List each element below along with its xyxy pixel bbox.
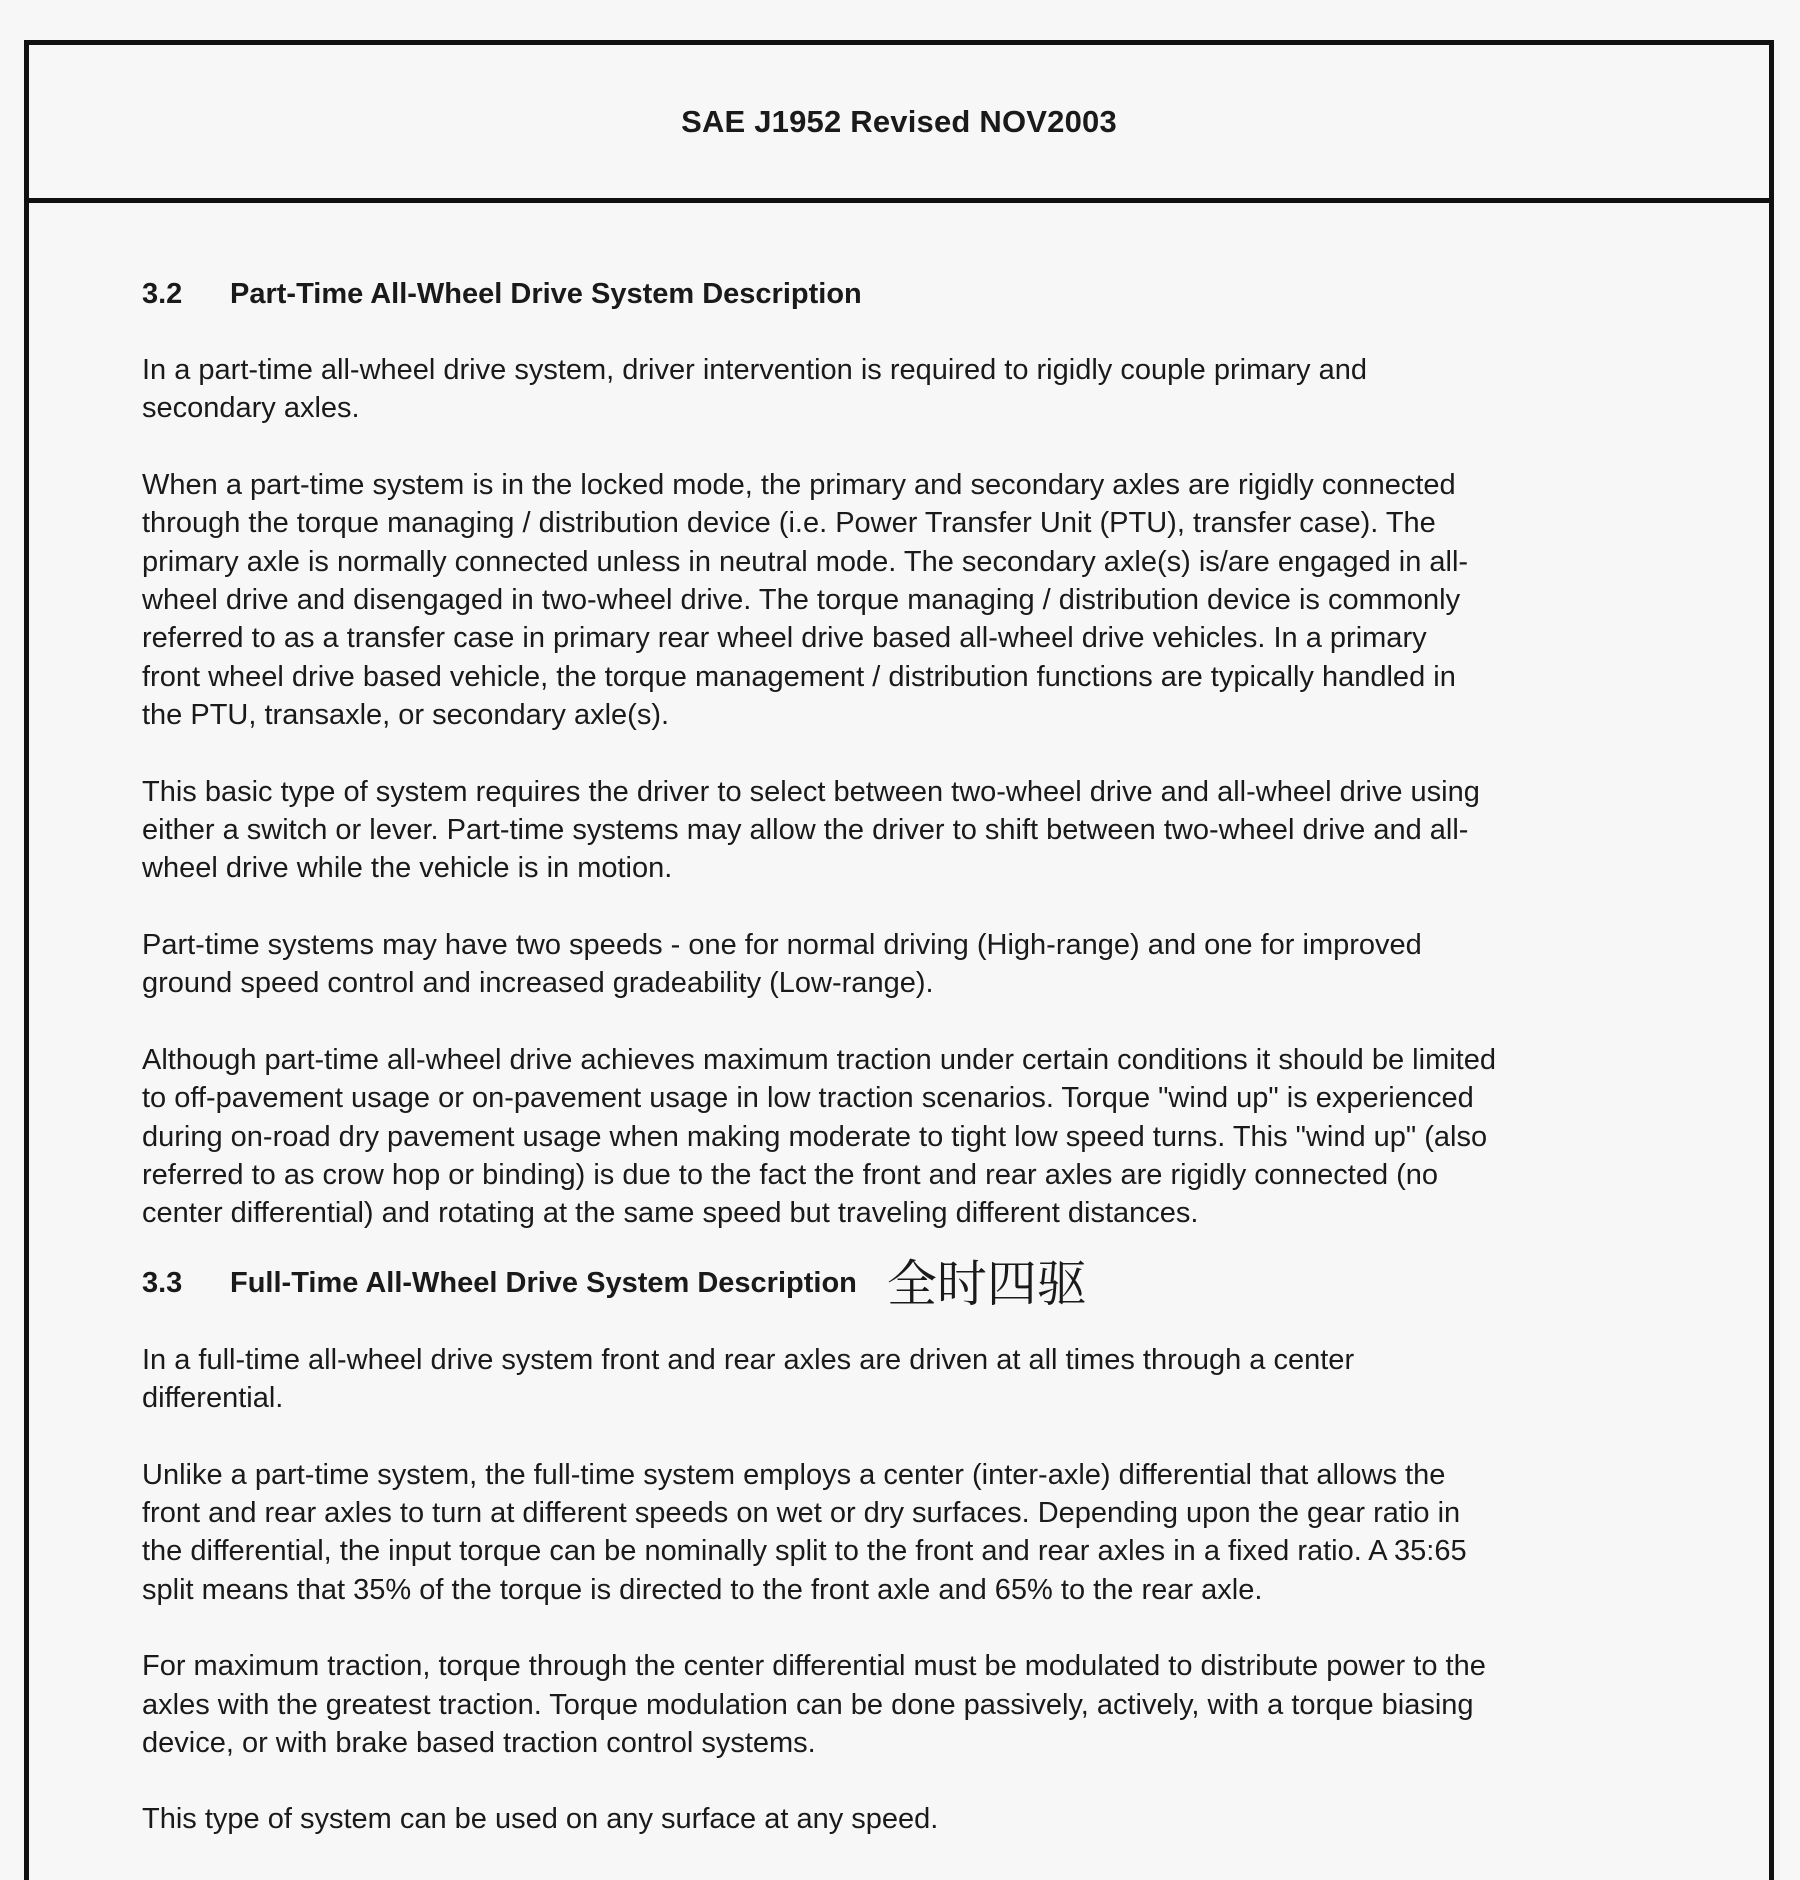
paragraph: In a part-time all-wheel drive system, driver intervention is required to rigidly couple primary and secondary axles. bbox=[142, 354, 1367, 425]
paragraph: Although part-time all-wheel drive achieves maximum traction under certain conditions it should be limited to off-pavement usage or on-pavement usage in low traction scenarios. Torque "wind up" is experienced during on-road dry pavement usage when making moderate to tight low speed turns. This "wind up" (also referred to as crow hop or binding) is due to the fact the front and rear axles are rigidly connected (no center differential) and rotating at the same speed but traveling different distances. bbox=[142, 1043, 1496, 1230]
paragraph: This type of system can be used on any surface at any speed. bbox=[142, 1803, 939, 1836]
section-title: Part-Time All-Wheel Drive System Description bbox=[230, 277, 862, 310]
document-body bbox=[142, 275, 1682, 1839]
page-header bbox=[29, 45, 1769, 203]
document-page bbox=[24, 40, 1774, 1880]
document-id-title: SAE J1952 Revised NOV2003 bbox=[681, 103, 1117, 139]
paragraph: This basic type of system requires the driver to select between two-wheel drive and all-wheel drive using either a switch or lever. Part-time systems may allow the driver to shift between two-wheel drive and all- wheel drive while the vehicle is in motion. bbox=[142, 775, 1480, 885]
paragraph: For maximum traction, torque through the center differential must be modulated to distribute power to the axles with the greatest traction. Torque modulation can be done passively, actively, with a torque biasing device, or with brake based traction control systems. bbox=[142, 1650, 1486, 1759]
handwritten-annotation: 全时四驱 bbox=[886, 1254, 1087, 1313]
paragraph: Unlike a part-time system, the full-time system employs a center (inter-axle) differential that allows the front and rear axles to turn at different speeds on wet or dry surfaces. Depending upon the gear ratio in the differential, the input torque can be nominally split to the front and rear axles in a fixed ratio. A 35:65 split means that 35% of the torque is directed to the front axle and 65% to the rear axle. bbox=[142, 1458, 1467, 1606]
paragraph: Part-time systems may have two speeds - one for normal driving (High-range) and one for improved ground speed control and increased gradeability (Low-range). bbox=[142, 928, 1422, 1000]
section-number: 3.3 bbox=[142, 1267, 183, 1300]
section-3-2 bbox=[142, 275, 1682, 1233]
paragraph: When a part-time system is in the locked mode, the primary and secondary axles are rigidly connected through the torque managing / distribution device (i.e. Power Transfer Unit (PTU), transfer case). The primary axle is normally connected unless in neutral mode. The secondary axle(s) is/are engaged in all- wheel drive and disengaged in two-wheel drive. The torque managing / distribution device is commonly referred to as a transfer case in primary rear wheel drive based all-wheel drive vehicles. In a primary front wheel drive based vehicle, the torque management / distribution functions are typically handled in the PTU, transaxle, or secondary axle(s). bbox=[142, 468, 1469, 732]
section-heading bbox=[142, 275, 1682, 313]
section-title: Full-Time All-Wheel Drive System Description bbox=[230, 1267, 857, 1300]
section-3-3 bbox=[142, 1254, 1682, 1839]
paragraph: In a full-time all-wheel drive system front and rear axles are driven at all times through a center differential. bbox=[142, 1343, 1355, 1415]
section-number: 3.2 bbox=[142, 277, 183, 310]
section-heading bbox=[142, 1254, 1682, 1313]
